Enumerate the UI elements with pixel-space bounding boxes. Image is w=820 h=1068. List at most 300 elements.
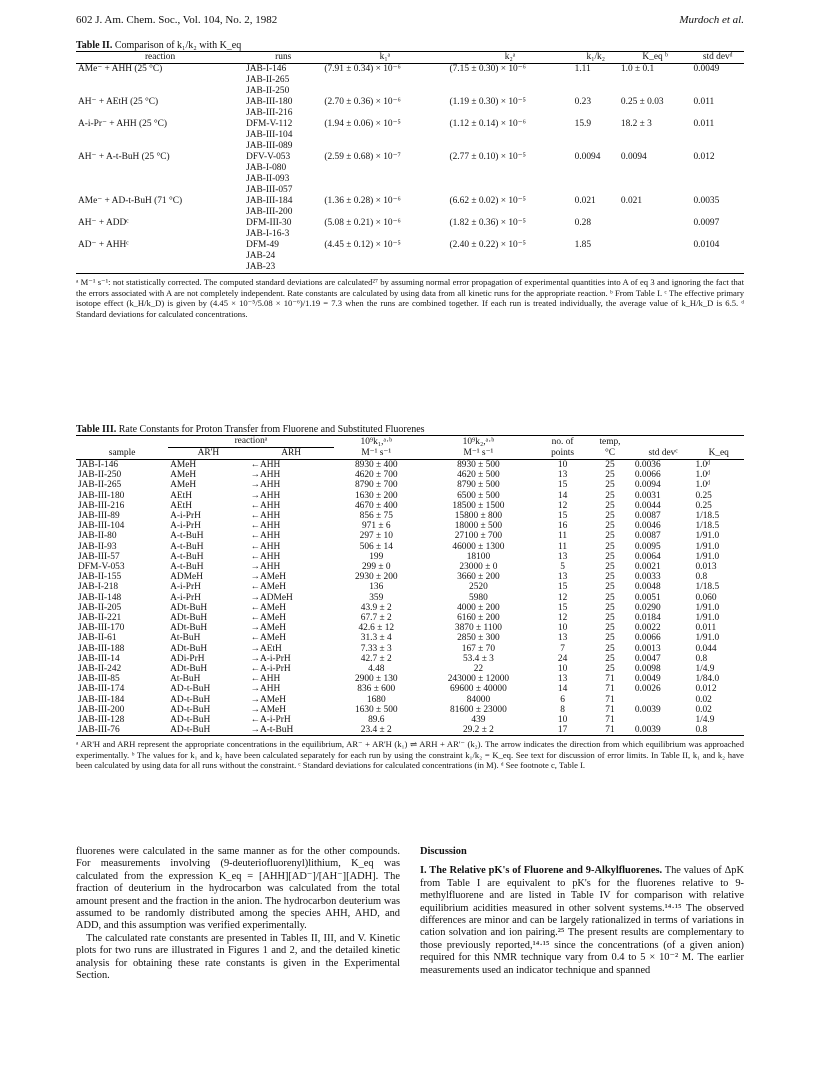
t3-cell-k2: 53.4 ± 3: [462, 653, 494, 664]
t3-cell-arh2: ←AMeH: [250, 602, 286, 613]
t3-cell-arh2: ←AHH: [250, 551, 281, 562]
t2-cell-k1: (7.91 ± 0.34) × 10⁻⁶: [324, 64, 401, 74]
t2-cell-reaction: AH⁻ + AEtH (25 °C): [78, 97, 159, 107]
t3-cell-keq: 0.044: [695, 643, 717, 654]
col-k1: 10⁹k₁,ᵃ·ᵇ M⁻¹ s⁻¹: [360, 437, 393, 458]
page-info: 602 J. Am. Chem. Soc., Vol. 104, No. 2, 1982: [76, 14, 278, 26]
table-row: [76, 654, 744, 664]
col-temp: temp, °C: [599, 437, 621, 458]
col-k2: 10⁹k₂,ᵃ·ᵇ M⁻¹ s⁻¹: [462, 437, 495, 458]
t3-cell-arh2: →AHH: [250, 480, 281, 491]
t3-cell-k1: 42.6 ± 12: [358, 623, 395, 634]
t3-cell-k2: 18100: [466, 551, 491, 562]
t3-cell-k2: 3660 ± 200: [457, 572, 500, 583]
discussion-heading: Discussion: [420, 846, 467, 857]
table-row: [76, 705, 744, 715]
t2-cell-k2: (6.62 ± 0.02) × 10⁻⁵: [449, 196, 526, 206]
t3-cell-k2: 439: [471, 715, 486, 726]
t3-cell-temp: 25: [605, 592, 615, 603]
t2-cell-k1: (2.70 ± 0.36) × 10⁻⁶: [324, 97, 401, 107]
t2-col-header: k₁/k₂: [586, 52, 606, 62]
table-3: [76, 424, 744, 771]
t3-cell-k1: 971 ± 6: [361, 521, 391, 532]
table-row: [76, 196, 744, 218]
t3-cell-sample: JAB-II-61: [78, 633, 117, 644]
t2-col-header: k₂ᵃ: [504, 52, 516, 62]
t3-cell-points: 10: [557, 623, 568, 634]
t3-cell-arh1: ADt-BuH: [170, 602, 208, 613]
t3-cell-keq: 1/84.0: [695, 674, 720, 685]
t3-cell-arh1: AMeH: [170, 480, 197, 491]
table-row: [76, 603, 744, 613]
t3-cell-sample: JAB-III-76: [78, 725, 120, 736]
t3-cell-arh2: ←A-i-PrH: [250, 664, 291, 675]
t3-cell-k1: 2930 ± 200: [354, 572, 398, 583]
t3-cell-k1: 506 ± 14: [359, 541, 393, 552]
t3-cell-arh2: →AHH: [250, 470, 281, 481]
t3-cell-keq: 1/91.0: [695, 602, 720, 613]
t2-cell-k2: (2.40 ± 0.22) × 10⁻⁵: [449, 240, 526, 250]
t3-cell-keq: 1/91.0: [695, 633, 720, 644]
table-row: [76, 552, 744, 562]
t3-cell-arh2: →A-t-BuH: [250, 725, 294, 736]
t3-cell-arh1: AD-t-BuH: [170, 715, 211, 726]
table-row: [76, 480, 744, 490]
t3-cell-sample: JAB-II-148: [78, 592, 122, 603]
t3-cell-keq: 0.012: [695, 684, 717, 695]
t3-cell-arh2: ←AHH: [250, 500, 281, 511]
t2-cell-runs: JAB-III-184 JAB-III-200: [246, 196, 293, 217]
t3-cell-arh1: AD-t-BuH: [170, 725, 211, 736]
t3-cell-sample: JAB-III-174: [78, 684, 125, 695]
t3-cell-keq: 0.02: [695, 704, 712, 715]
t3-cell-k1: 8790 ± 700: [354, 480, 398, 491]
t3-cell-k2: 27100 ± 700: [454, 531, 503, 542]
t3-cell-k1: 359: [369, 592, 384, 603]
table-row: [76, 695, 744, 705]
t2-cell-k1: (2.59 ± 0.68) × 10⁻⁷: [324, 152, 401, 162]
t3-cell-points: 15: [557, 511, 568, 522]
col-sample: sample: [108, 448, 136, 458]
table-row: [76, 152, 744, 196]
table-row: [76, 644, 744, 654]
t3-cell-keq: 0.011: [695, 623, 717, 634]
t3-cell-temp: 71: [605, 674, 615, 685]
t3-cell-sample: JAB-II-93: [78, 541, 117, 552]
t3-cell-points: 15: [557, 480, 568, 491]
t2-col-header: std devᵈ: [702, 52, 733, 62]
t3-cell-sd: 0.0051: [634, 592, 661, 603]
t3-cell-sd: 0.0046: [634, 521, 661, 532]
t3-cell-arh1: ADi-PrH: [170, 653, 205, 664]
t3-cell-sd: 0.0066: [634, 470, 661, 481]
t3-cell-sample: JAB-II-80: [78, 531, 117, 542]
t3-cell-points: 15: [557, 602, 568, 613]
t3-cell-sd: 0.0022: [634, 623, 661, 634]
t2-cell-ratio: 0.0094: [574, 152, 601, 162]
t3-cell-arh2: →AMeH: [250, 623, 286, 634]
t3-cell-sd: 0.0036: [634, 460, 661, 470]
t3-cell-sample: JAB-I-146: [78, 460, 119, 470]
t3-cell-points: 14: [557, 490, 568, 501]
t3-cell-temp: 25: [605, 460, 615, 470]
t3-cell-sd: 0.0013: [634, 643, 661, 654]
table-row: [76, 623, 744, 633]
table-row: [76, 218, 744, 240]
t3-cell-keq: 0.013: [695, 562, 717, 573]
t3-cell-arh2: ←A-i-PrH: [250, 715, 291, 726]
col-points: no. of points: [551, 437, 575, 458]
t3-cell-keq: 1/91.0: [695, 613, 720, 624]
t2-cell-keq: 0.25 ± 0.03: [620, 97, 664, 107]
t3-cell-points: 11: [558, 531, 568, 542]
t3-cell-arh1: AEtH: [170, 500, 193, 511]
t2-col-header: runs: [275, 52, 292, 62]
t3-cell-sd: 0.0098: [634, 664, 661, 675]
t3-cell-k1: 67.7 ± 2: [360, 613, 392, 624]
t3-cell-arh1: A-i-PrH: [170, 511, 201, 522]
t3-cell-k2: 15800 ± 800: [454, 511, 503, 522]
table-row: [76, 491, 744, 501]
t3-cell-sd: 0.0049: [634, 674, 661, 685]
t3-cell-sd: 0.0064: [634, 551, 661, 562]
t2-cell-reaction: AH⁻ + ADDᶜ: [78, 218, 129, 228]
t2-cell-sd: 0.0097: [693, 218, 720, 228]
table-3-grid: [76, 435, 744, 736]
left-column: [76, 846, 400, 982]
t3-cell-keq: 0.25: [695, 500, 712, 511]
t2-cell-k2: (2.77 ± 0.10) × 10⁻⁵: [449, 152, 526, 162]
t3-cell-arh2: ←AMeH: [250, 613, 286, 624]
t2-cell-sd: 0.0104: [693, 240, 720, 250]
authors: Murdoch et al.: [679, 14, 744, 26]
t3-cell-points: 10: [557, 460, 568, 470]
t3-cell-points: 13: [557, 470, 568, 481]
t3-cell-k2: 84000: [466, 694, 491, 705]
t3-cell-sd: 0.0039: [634, 704, 661, 715]
t3-cell-points: 17: [557, 725, 568, 736]
t3-cell-sample: JAB-I-218: [78, 582, 119, 593]
t3-cell-keq: 1.0ᵈ: [695, 460, 711, 470]
t3-cell-k2: 4000 ± 200: [457, 602, 500, 613]
t3-cell-sample: JAB-II-221: [78, 613, 122, 624]
col-arh1: AR'H: [197, 448, 220, 458]
table-row: [76, 511, 744, 521]
t3-cell-arh1: A-i-PrH: [170, 592, 201, 603]
t3-cell-keq: 1/91.0: [695, 541, 720, 552]
t3-cell-k2: 2520: [469, 582, 488, 593]
t3-cell-k2: 81600 ± 23000: [450, 704, 507, 715]
t3-cell-arh1: AMeH: [170, 470, 197, 481]
t2-cell-reaction: AMe⁻ + AD-t-BuH (71 °C): [78, 196, 183, 206]
t3-cell-temp: 25: [605, 613, 615, 624]
t3-cell-arh1: At-BuH: [170, 674, 201, 685]
t3-cell-arh1: AD-t-BuH: [170, 684, 211, 695]
t3-cell-k2: 22: [473, 664, 484, 675]
table-row: [76, 521, 744, 531]
right-column: Discussion I. The Relative pK's of Fluorene and 9-Alkylfluorenes. The values of ΔpK from Table I are equivalent to pK's for the fluorenes relative to 9-methylfluorene and are listed in Table IV for comparison with relative equilibrium acidities measured in other solvent systems.¹⁴·¹⁵ The observed differences are minor and can be largely rationalized in terms of variations in cation solvation and ion pairing.²⁵ The present results are complementary to those previously reported,¹⁴·¹⁵ since the concentrations (of a given anion) required for this NMR technique vary from 0.4 to 5 × 10⁻² M. The earlier measurements used an indicator technique and spanned: [420, 846, 744, 976]
table-row: [76, 119, 744, 152]
t3-cell-arh2: ←AHH: [250, 511, 281, 522]
t3-cell-sd: 0.0087: [634, 511, 661, 522]
t2-cell-keq: 0.0094: [620, 152, 647, 162]
col-arh2: ARH: [281, 448, 302, 458]
t3-cell-k2: 3870 ± 1100: [454, 623, 502, 634]
t2-cell-k1: (1.36 ± 0.28) × 10⁻⁶: [324, 196, 401, 206]
table-row: [76, 64, 744, 98]
t3-cell-sample: JAB-III-184: [78, 694, 125, 705]
t3-cell-k1: 1680: [366, 694, 386, 705]
t3-cell-k1: 856 ± 75: [359, 511, 393, 522]
t3-cell-points: 6: [560, 694, 565, 705]
t3-cell-keq: 0.8: [695, 572, 708, 583]
t3-cell-sd: 0.0026: [634, 684, 661, 695]
t3-cell-sd: 0.0087: [634, 531, 661, 542]
t3-cell-arh2: ←AMeH: [250, 633, 286, 644]
t2-cell-k2: (7.15 ± 0.30) × 10⁻⁶: [449, 64, 526, 74]
t3-cell-sample: JAB-III-104: [78, 521, 125, 532]
t3-cell-arh2: →AHH: [250, 684, 281, 695]
table-2-caption: Table II. Comparison of k₁/k₂ with K_eq: [76, 40, 242, 51]
t3-cell-arh1: A-i-PrH: [170, 582, 201, 593]
t3-cell-temp: 25: [605, 500, 615, 511]
t2-cell-keq: 1.0 ± 0.1: [620, 64, 655, 74]
table-row: [76, 501, 744, 511]
t3-cell-k1: 199: [369, 551, 384, 562]
t3-cell-keq: 0.02: [695, 694, 712, 705]
table-row: [76, 715, 744, 725]
t3-cell-keq: 1/91.0: [695, 531, 720, 542]
t3-cell-arh1: A-t-BuH: [170, 531, 204, 542]
t3-cell-points: 13: [557, 572, 568, 583]
t3-cell-k1: 299 ± 0: [361, 562, 391, 573]
t3-cell-keq: 1/4.9: [695, 664, 715, 675]
t3-cell-keq: 1/18.5: [695, 521, 720, 532]
t3-cell-sample: JAB-II-155: [78, 572, 122, 583]
t3-cell-arh2: →AEtH: [250, 643, 282, 654]
t3-cell-k2: 243000 ± 12000: [447, 674, 510, 685]
t3-cell-temp: 71: [605, 684, 615, 695]
t2-col-header: K_eq ᵇ: [642, 52, 668, 62]
t3-cell-temp: 71: [605, 694, 615, 705]
t3-cell-arh1: ADt-BuH: [170, 623, 208, 634]
t3-cell-k2: 6160 ± 200: [457, 613, 500, 624]
t3-cell-sample: JAB-II-265: [78, 480, 122, 491]
t3-cell-temp: 25: [605, 470, 615, 481]
t3-cell-keq: 0.8: [695, 653, 708, 664]
t3-cell-arh1: ADt-BuH: [170, 643, 208, 654]
t3-cell-sample: JAB-III-57: [78, 551, 120, 562]
t3-cell-k2: 29.2 ± 2: [462, 725, 494, 736]
t3-cell-sd: 0.0047: [634, 653, 661, 664]
table-row: [76, 582, 744, 592]
t3-cell-arh2: ←AHH: [250, 460, 281, 470]
t3-cell-k1: 1630 ± 200: [354, 490, 398, 501]
t3-cell-sample: JAB-III-200: [78, 704, 125, 715]
body-text: [76, 846, 744, 982]
running-header: [76, 14, 744, 26]
t3-cell-arh1: A-t-BuH: [170, 562, 204, 573]
t3-cell-k1: 836 ± 600: [357, 684, 396, 695]
t3-cell-temp: 25: [605, 511, 615, 522]
t3-cell-keq: 1/18.5: [695, 511, 720, 522]
t3-cell-sd: 0.0033: [634, 572, 661, 583]
t3-cell-k2: 167 ± 70: [461, 643, 496, 654]
t3-cell-k2: 2850 ± 300: [457, 633, 500, 644]
t3-cell-temp: 25: [605, 521, 615, 532]
table-3-footnote: ᵃ AR'H and ARH represent the appropriate concentrations in the equilibrium, AR⁻ + AR'H (k₁) ⇌ ARH + AR'⁻ (k₂). The arrow indicates the direction from which equilibrium was approached experimentally. ᵇ The values for k₁ and k₂ have been calculated separately for each run by using the constraint k₁/k₂ = K_eq. See text for discussion of error limits. In Table II, k₁ and k₂ have been calculated by using data for all runs without the constraint. ᶜ Standard deviations for calculated concentrations (in M). ᵈ See footnote c, Table I.: [76, 739, 744, 771]
t3-cell-k2: 5980: [469, 592, 488, 603]
t3-cell-k1: 4620 ± 700: [354, 470, 398, 481]
t2-cell-keq: 0.021: [620, 196, 643, 206]
t3-cell-sd: 0.0021: [634, 562, 661, 573]
t3-cell-points: 15: [557, 582, 568, 593]
table-row: [76, 633, 744, 643]
t3-cell-temp: 25: [605, 643, 615, 654]
t3-cell-sd: 0.0290: [634, 602, 661, 613]
t3-cell-sd: 0.0044: [634, 500, 661, 511]
t3-cell-points: 11: [558, 541, 568, 552]
table-row: [76, 531, 744, 541]
t2-cell-sd: 0.011: [693, 119, 715, 129]
table-row: [76, 684, 744, 694]
t2-cell-ratio: 0.021: [574, 196, 596, 206]
t3-cell-k1: 89.6: [368, 715, 385, 726]
t2-cell-ratio: 0.23: [574, 97, 592, 107]
t3-cell-points: 16: [557, 521, 568, 532]
table-row: [76, 664, 744, 674]
t3-cell-points: 12: [557, 613, 568, 624]
t3-cell-keq: 0.8: [695, 725, 708, 736]
t2-cell-ratio: 15.9: [574, 119, 592, 129]
t2-cell-k2: (1.82 ± 0.36) × 10⁻⁵: [449, 218, 526, 228]
t3-cell-k2: 4620 ± 500: [457, 470, 500, 481]
table-row: [76, 97, 744, 119]
t2-cell-keq: [619, 218, 692, 240]
t3-cell-temp: 25: [605, 531, 615, 542]
t2-cell-runs: DFM-49 JAB-24 JAB-23: [246, 240, 279, 272]
t2-cell-ratio: 1.11: [574, 64, 591, 74]
t2-cell-ratio: 1.85: [574, 240, 592, 250]
t2-cell-runs: DFM-III-30 JAB-I-16-3: [246, 218, 292, 239]
t3-cell-sample: JAB-III-216: [78, 500, 125, 511]
table-row: [76, 460, 744, 471]
t2-col-header: reaction: [144, 52, 176, 62]
t3-cell-sd: 0.0031: [634, 490, 661, 501]
t3-cell-arh2: →A-i-PrH: [250, 653, 291, 664]
t3-cell-points: 10: [557, 715, 568, 726]
table-row: [76, 240, 744, 274]
t3-cell-points: 13: [557, 551, 568, 562]
t3-cell-keq: 1.0ᵈ: [695, 470, 711, 481]
t3-cell-arh2: →AHH: [250, 490, 281, 501]
paragraph: The calculated rate constants are presented in Tables II, III, and V. Kinetic plots for two runs are illustrated in Figures 1 and 2, and the detailed kinetic analysis for obtaining these rate constants is given in the Experimental Section.: [76, 932, 400, 982]
t3-cell-points: 10: [557, 664, 568, 675]
t3-cell-temp: 25: [605, 551, 615, 562]
t3-cell-sample: JAB-III-188: [78, 643, 125, 654]
t3-cell-points: 7: [560, 643, 565, 654]
t3-cell-arh2: →AMeH: [250, 704, 286, 715]
t3-cell-arh2: ←AHH: [250, 674, 281, 685]
t2-cell-runs: JAB-I-146 JAB-II-265 JAB-II-250: [246, 64, 290, 96]
t3-cell-sd: 0.0048: [634, 582, 661, 593]
t3-cell-arh1: AMeH: [170, 460, 197, 470]
t3-cell-k1: 4670 ± 400: [354, 500, 398, 511]
t3-cell-sd: 0.0184: [634, 613, 661, 624]
t3-cell-points: 12: [557, 500, 568, 511]
t3-cell-sd: [633, 695, 694, 705]
paragraph: fluorenes were calculated in the same manner as for the other compounds. For measurements involving (9-deuteriofluorenyl)lithium, K_eq was calculated from the expression K_eq = [AHH][AD⁻]/[AH⁻][ADH]. The fraction of deuterium in the hydrocarbon was calculated from the total amount present and the fraction in the anion. The hydrocarbon deuterium was assumed to be randomly distributed among the species AHH, AHD, and ADD, and this assumption was verified experimentally.: [76, 846, 400, 932]
t3-cell-sample: DFM-V-053: [78, 562, 125, 573]
t3-cell-sample: JAB-III-170: [78, 623, 125, 634]
t3-cell-k1: 43.9 ± 2: [360, 602, 392, 613]
t3-cell-keq: 1/18.5: [695, 582, 720, 593]
t3-cell-keq: 1/91.0: [695, 551, 720, 562]
t3-cell-keq: 1/4.9: [695, 715, 715, 726]
t2-cell-keq: [619, 240, 692, 274]
t2-cell-sd: 0.012: [693, 152, 715, 162]
t3-cell-sample: JAB-II-242: [78, 664, 122, 675]
t3-cell-points: 5: [560, 562, 565, 573]
col-keq: K_eq: [708, 448, 729, 458]
t3-cell-temp: 25: [605, 541, 615, 552]
t3-cell-arh1: A-t-BuH: [170, 541, 204, 552]
t3-cell-sample: JAB-III-128: [78, 715, 125, 726]
t3-cell-temp: 25: [605, 480, 615, 491]
t3-cell-sd: [633, 715, 694, 725]
table-3-caption: Table III. Rate Constants for Proton Transfer from Fluorene and Substituted Fluorenes: [76, 424, 425, 435]
t3-cell-k2: 18000 ± 500: [454, 521, 503, 532]
t3-cell-k1: 136: [369, 582, 384, 593]
t3-cell-points: 13: [557, 674, 568, 685]
t3-cell-k2: 46000 ± 1300: [452, 541, 505, 552]
table-2-footnote: ᵃ M⁻¹ s⁻¹: not statistically corrected. The computed standard deviations are calculated²⁷ by assuming normal error propagation of experimental quantities into A of eq 3 and ignoring the fact that the errors associated with A are not completely independent. Rate constants are calculated by using data from all kinetic runs for the appropriate reaction. ᵇ From Table I. ᶜ The effective primary isotope effect (k_H/k_D) is given by (4.45 × 10⁻⁵/5.08 × 10⁻⁶)/1.19 = 7.3 when the runs are combined together. If each run is treated individually, the average value of k_H/k_D is 6.5. ᵈ Standard deviations for calculated concentrations.: [76, 277, 744, 319]
t3-cell-temp: 25: [605, 633, 615, 644]
t3-cell-arh1: ADt-BuH: [170, 613, 208, 624]
t3-cell-temp: 25: [605, 562, 615, 573]
t3-cell-keq: 0.25: [695, 490, 712, 501]
t3-cell-k1: 7.33 ± 3: [360, 643, 392, 654]
t2-cell-k1: (4.45 ± 0.12) × 10⁻⁵: [324, 240, 401, 250]
t3-cell-temp: 25: [605, 653, 615, 664]
t3-cell-arh2: ←AMeH: [250, 582, 286, 593]
t3-cell-arh2: ←AHH: [250, 541, 281, 552]
t2-cell-reaction: A-i-Pr⁻ + AHH (25 °C): [78, 119, 167, 129]
t3-cell-points: 24: [557, 653, 568, 664]
t3-cell-arh2: ←AHH: [250, 531, 281, 542]
t3-cell-sample: JAB-II-250: [78, 470, 122, 481]
col-reaction: reactionᵃ: [168, 436, 334, 448]
col-sd: std devᶜ: [648, 448, 678, 458]
table-row: [76, 470, 744, 480]
t3-cell-temp: 71: [605, 704, 615, 715]
table-row: [76, 572, 744, 582]
t3-cell-temp: 71: [605, 725, 615, 736]
t3-cell-k2: 69600 ± 40000: [450, 684, 507, 695]
t3-cell-sd: 0.0039: [634, 725, 661, 736]
t3-cell-k1: 8930 ± 400: [354, 460, 398, 470]
table-2: [76, 40, 744, 319]
t2-cell-sd: 0.0035: [693, 196, 720, 206]
t3-cell-arh1: ADMeH: [170, 572, 203, 583]
t3-cell-k2: 8790 ± 500: [457, 480, 500, 491]
t3-cell-k1: 42.7 ± 2: [360, 653, 392, 664]
t3-cell-points: 14: [557, 684, 568, 695]
t2-cell-k2: (1.19 ± 0.30) × 10⁻⁵: [449, 97, 526, 107]
t3-cell-k1: 23.4 ± 2: [360, 725, 392, 736]
t3-cell-arh2: ←AHH: [250, 521, 281, 532]
t3-cell-points: 13: [557, 633, 568, 644]
